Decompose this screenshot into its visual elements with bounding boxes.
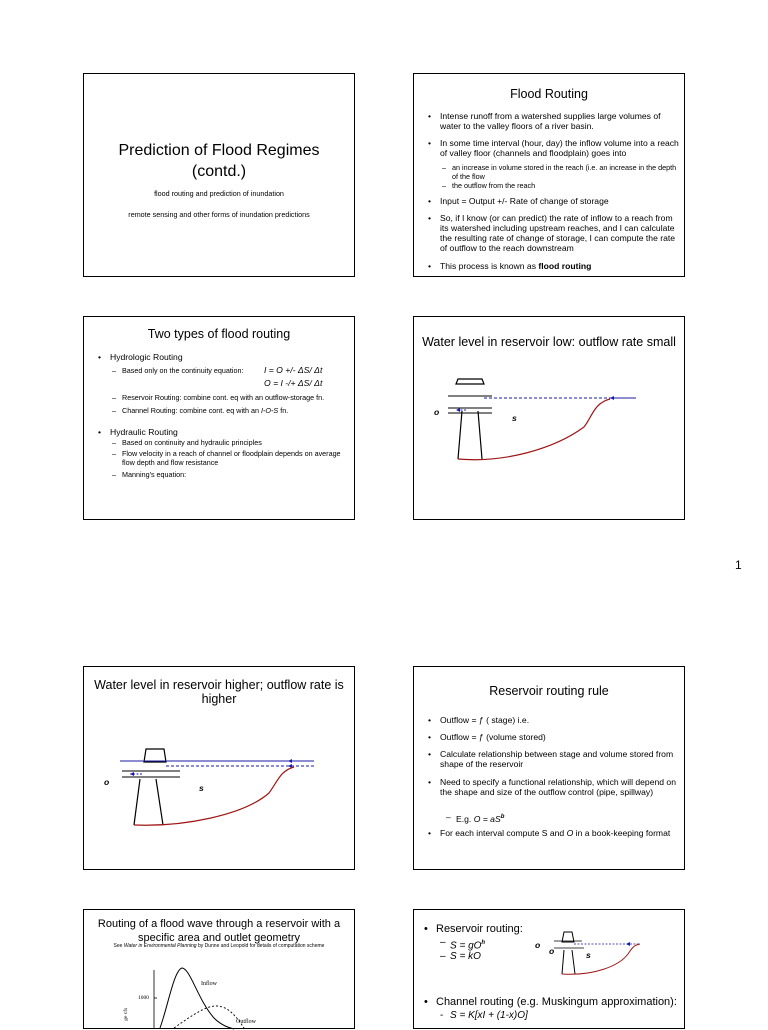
storage-label: s [512,413,517,423]
bullet-dot: • [428,828,432,838]
slide6-bullet-5-text: For each interval compute S and [440,828,567,838]
slide2-bullet-5-bold: flood routing [538,261,592,271]
bullet-dot: • [424,996,428,1008]
slide3-bullet-2: Hydraulic Routing [110,427,178,437]
outlet-label-1: o [535,940,541,950]
dash-marker: – [442,163,446,172]
inflow-label: Inflow [201,981,217,987]
y-tick-label: 1000 [138,995,149,1001]
slide7-title-line1: Routing of a flood wave through a reservoir with a [97,918,341,930]
bullet-dot: • [428,749,432,759]
slide5-title-line1: Water level in reservoir higher; outflow rate is [94,678,344,692]
slide6-subbullet-4a [456,812,504,824]
slide1-title-line1: Prediction of Flood Regimes [118,142,320,159]
slide3-subbullet-1b: Reservoir Routing: combine cont. eq with an outflow-storage fn. [122,393,325,402]
bullet-dot: • [428,213,432,223]
outflow-curve [174,1006,244,1028]
slide-two-types [83,316,355,520]
slide3-subbullet-1a: Based only on the continuity equation: [122,366,244,375]
slide6-title: Reservoir routing rule [489,684,609,698]
slide1-subtitle-2: remote sensing and other forms of inundation predictions [128,210,310,219]
bullet-dot: • [98,352,102,362]
slide3-equation-1: I = O +/- ΔS/ Δt [264,365,323,375]
slide6-eg-equation: O = aS [473,813,501,824]
slide-reservoir-low [413,316,685,520]
slide3-subbullet-1c-text: Channel Routing: combine cont. eq with an [122,406,262,415]
bullet-dot: • [428,777,432,787]
slide7-note-end: by Dunne and Leopold for details of computation scheme [196,943,325,949]
outflow-arrowhead [130,772,134,776]
slide-reservoir-higher [83,666,355,870]
dam-crest [144,749,166,762]
storage-label: s [199,783,204,793]
slide-reservoir-routing-rule [413,666,685,870]
bullet-dot: • [98,427,102,437]
slide4-title: Water level in reservoir low: outflow rate small [422,335,676,349]
slide2-bullet-5 [440,261,680,271]
dash-marker: – [112,366,116,375]
dash-marker: – [112,449,116,458]
slide6-bullet-3: Calculate relationship between stage and volume stored from shape of the reservoir [440,749,674,769]
bullet-dot: • [428,111,432,121]
slide3-subbullet-1c-end: fn. [278,406,289,415]
slide6-bullet-4: Need to specify a functional relationship, which will depend on the shape and size of the outflow control (pipe, spillway) [440,777,676,797]
slide2-bullet-1: Intense runoff from a watershed supplies large volumes of water to the valley floors of a river basin. [440,111,661,131]
slide8-subbullet-1b: S = kO [450,951,481,962]
outlet-label: o [434,407,440,417]
slide2-subbullet-2a: an increase in volume stored in the reach (i.e. an increase in the depth of the flow [452,163,677,181]
bullet-dot: • [428,261,432,271]
dash-marker: – [446,812,451,822]
dash-marker: – [112,438,116,447]
y-axis-label: ge cfs [123,1007,130,1021]
slide2-bullet-4: So, if I know (or can predict) the rate of inflow to a reach from its watershed including upstream reaches, and I can calculate the resulting rate of change of storage, I can compute the rate of outflow to the reach downstream [440,213,676,253]
slide6-bullet-5-italic: O [566,828,574,838]
slide3-subbullet-1c [122,407,352,416]
dash-marker: - [440,1010,444,1021]
dash-marker: – [442,181,446,190]
slide7-note-text: See [113,943,124,949]
bullet-dot: • [428,732,432,742]
dash-marker: – [112,470,116,479]
slide3-subbullet-1c-italic: I-O-S [261,406,279,415]
bullet-dot: • [424,923,428,935]
dam-body [458,411,482,459]
slide6-bullet-5 [440,828,680,838]
dam-crest [562,932,574,942]
slide6-bullet-2: Outflow = ƒ (volume stored) [440,732,546,742]
bullet-dot: • [428,138,432,148]
slide7-title-line2: specific area and outlet geometry [137,932,301,944]
slide-routing-equations [413,909,685,1029]
inflow-curve [160,968,234,1029]
slide3-subbullet-2c: Manning's equation: [122,470,187,479]
bullet-dot: • [428,196,432,206]
dam-body [562,950,575,974]
page-number: 1 [735,558,742,572]
slide8-eq1-exponent: h [481,940,486,946]
slide1-title-line2: (contd.) [191,163,247,180]
slide3-title: Two types of flood routing [147,327,291,341]
storage-label: s [586,950,591,960]
slide3-subbullet-2b: Flow velocity in a reach of channel or floodplain depends on average flow depth and flow resistance [122,449,341,467]
slide-flood-routing [413,73,685,277]
slide2-bullet-5-text: This process is known as [440,261,539,271]
slide8-subbullet-2a: S = K[xI + (1-x)O] [450,1010,528,1021]
bullet-dot: • [428,715,432,725]
dash-marker: – [112,406,116,415]
slide1-subtitle-1: flood routing and prediction of inundation [154,189,284,198]
slide6-eg-text: E.g. [456,813,474,824]
slide-title-prediction [83,73,355,277]
dam-body [134,779,163,825]
slide-flood-wave-routing [83,909,355,1029]
slide3-subbullet-2a: Based on continuity and hydraulic principles [122,438,262,447]
slide3-equation-2: O = I -/+ ΔS/ Δt [264,378,323,388]
reservoir-bed [562,944,640,974]
slide6-bullet-5-end: in a book-keeping format [573,828,671,838]
slide8-bullet-2: Channel routing (e.g. Muskingum approximation): [436,996,677,1008]
slide6-bullet-1: Outflow = ƒ ( stage) i.e. [440,715,530,725]
slide2-bullet-2: In some time interval (hour, day) the inflow volume into a reach of valley floor (channels and floodplain) goes into [440,138,679,158]
inflow-arrowhead [288,759,292,763]
dash-marker: – [440,937,446,948]
inflow-arrowhead [626,942,630,946]
dash-marker: – [440,951,446,962]
slide3-bullet-1: Hydrologic Routing [110,352,183,362]
slide7-note-book: Water in Environmental Planning [123,943,197,949]
slide6-eg-exponent: b [500,814,505,820]
outlet-label-2: o [549,946,555,956]
outflow-label: Outflow [236,1019,256,1025]
slide5-title-line2: higher [201,692,237,706]
reservoir-low-diagram [414,317,686,521]
reservoir-higher-diagram [84,667,356,871]
slide8-eq1: S = gO [450,940,482,952]
dam-crest [456,379,484,384]
slide2-title: Flood Routing [510,87,588,101]
slide2-bullet-3: Input = Output +/- Rate of change of storage [440,196,609,206]
slide8-bullet-1: Reservoir routing: [436,923,523,935]
outlet-label: o [104,777,110,787]
dash-marker: – [112,393,116,402]
slide2-subbullet-2b: the outflow from the reach [452,181,536,190]
outflow-arrowhead [456,408,460,412]
